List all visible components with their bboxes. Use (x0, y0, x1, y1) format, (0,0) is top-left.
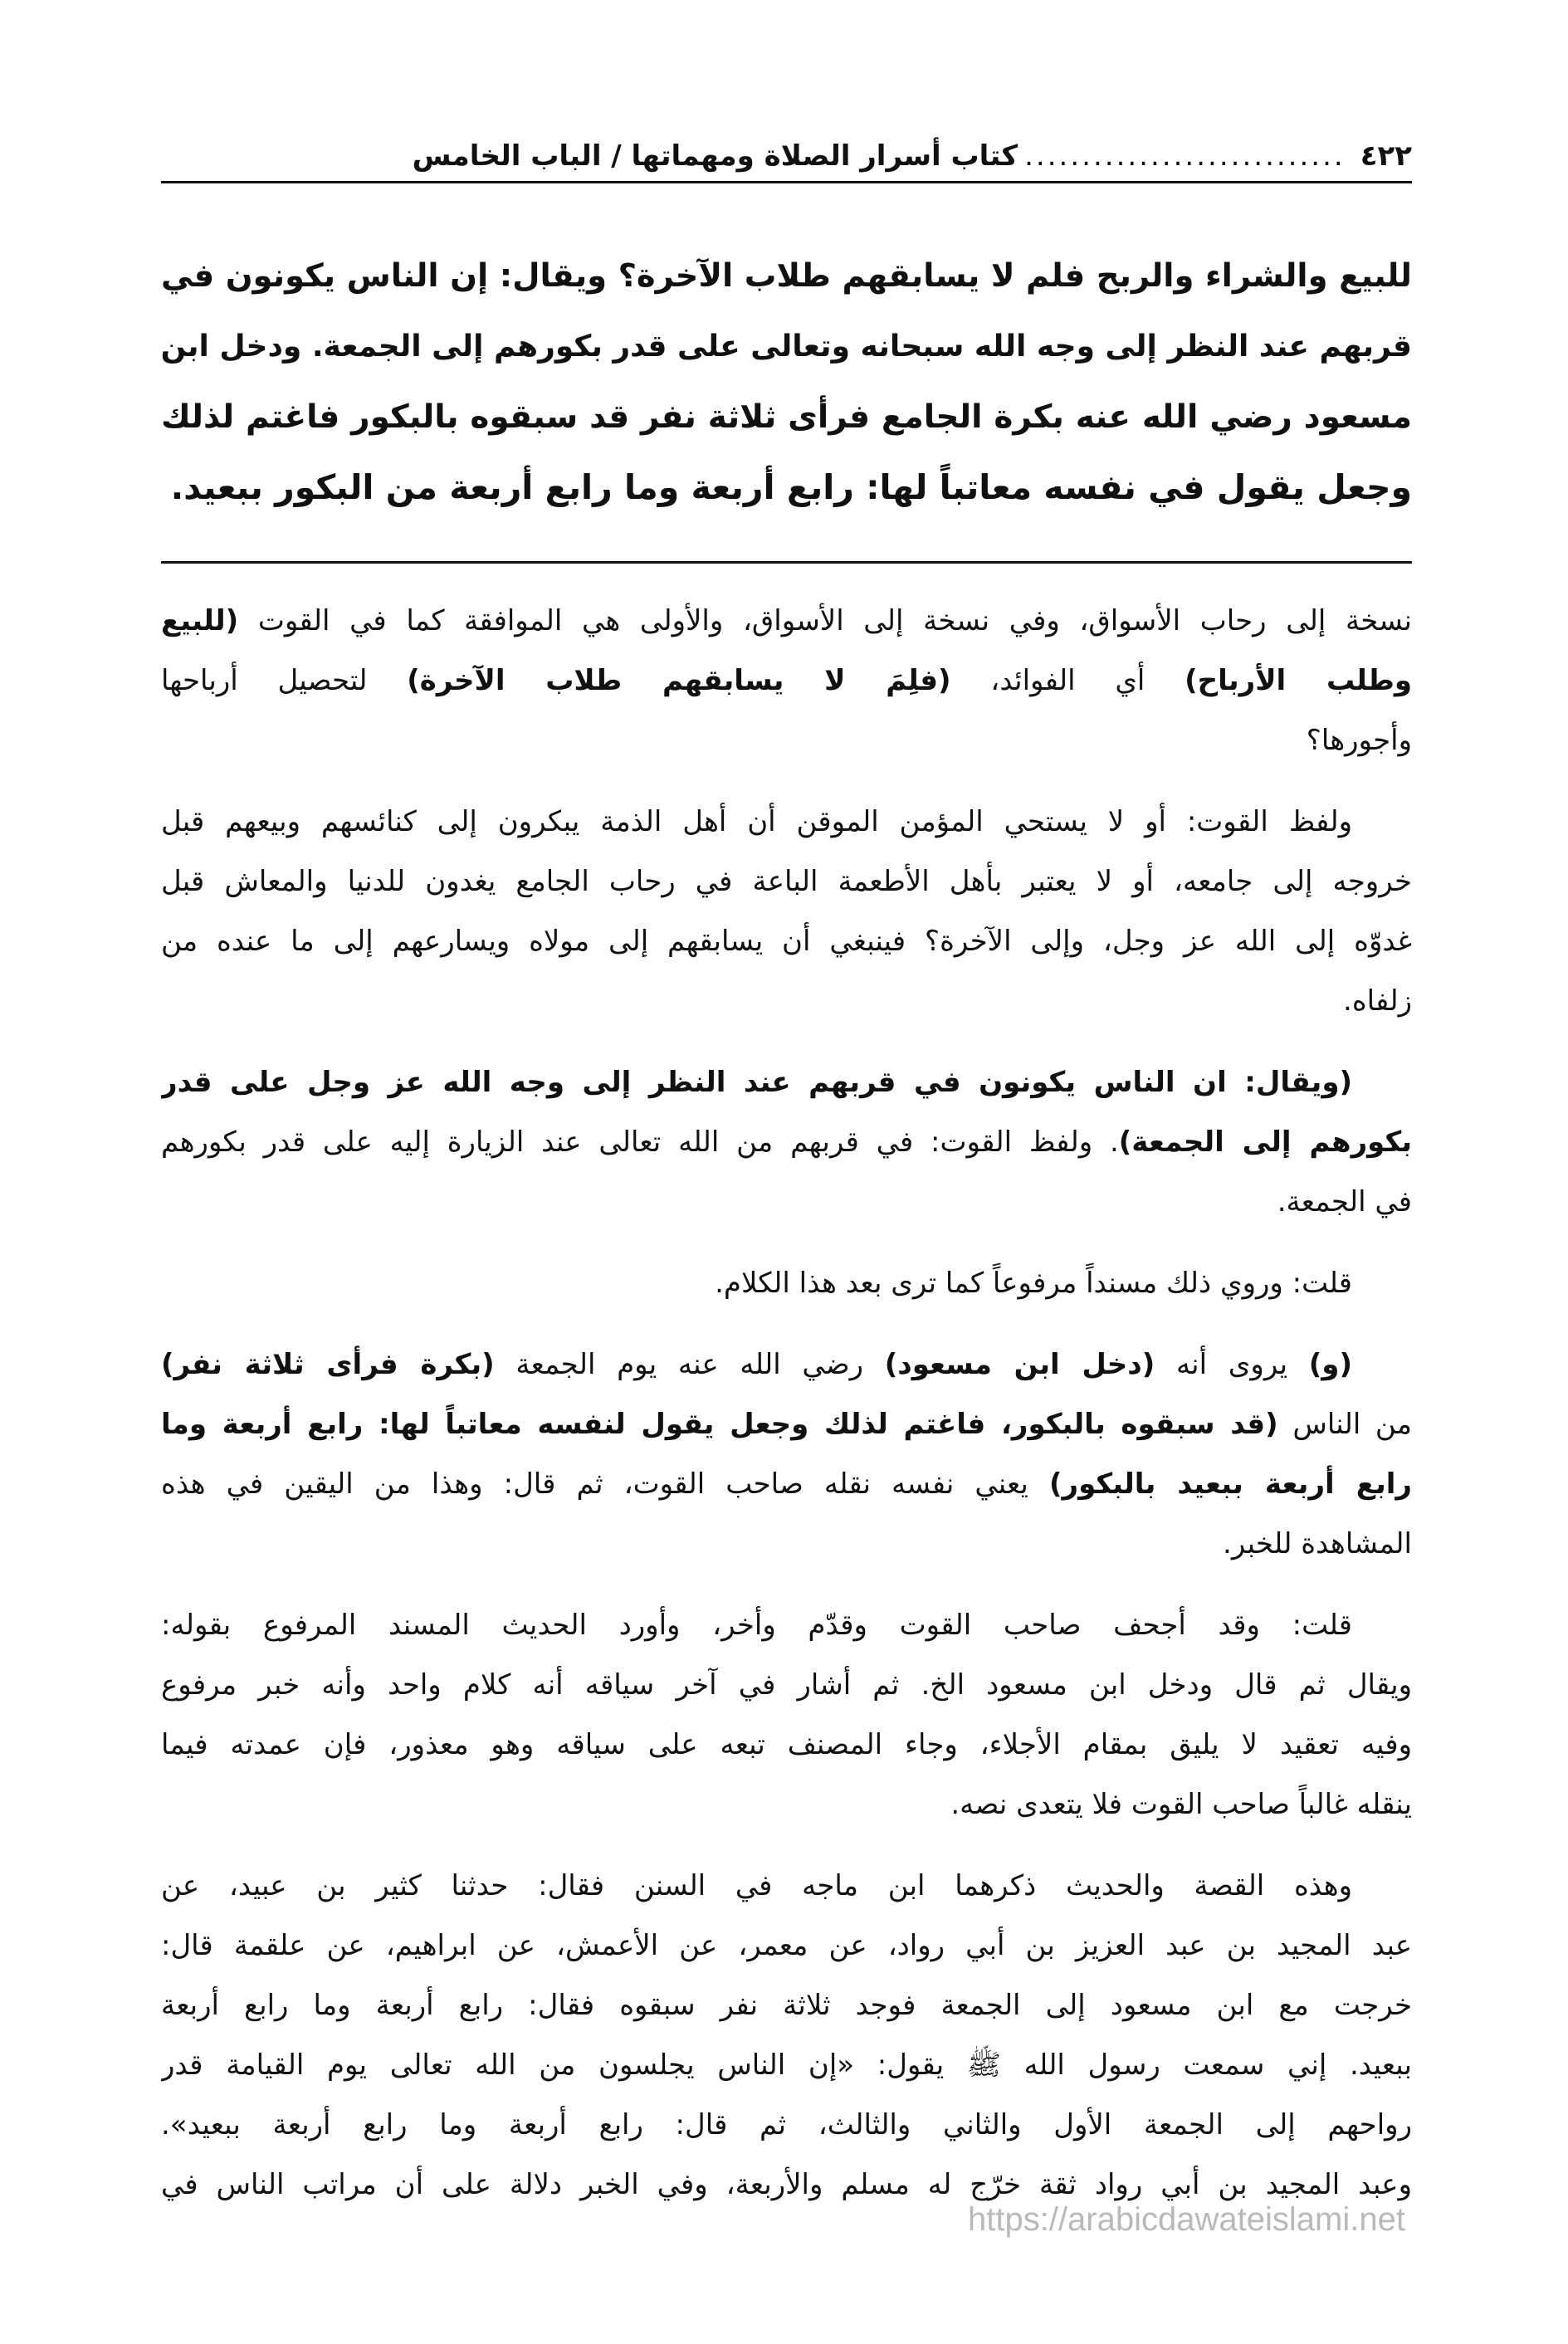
commentary-paragraph (161, 591, 1412, 770)
footnote-divider (161, 561, 1412, 564)
commentary-text-segment: وفيه تعقيد لا يليق بمقام الأجلاء، وجاء المصنف تبعه على سياقه وهو معذور، فإن عمدته فيما (161, 1728, 1412, 1761)
commentary-line (161, 1112, 1412, 1172)
commentary-paragraph (161, 1856, 1412, 2215)
commentary-text-segment: وعبد المجيد بن أبي رواد ثقة خرّج له مسلم والأربعة، وفي الخبر دلالة على أن مراتب الناس في (161, 2168, 1412, 2201)
commentary-text-segment: وهذه القصة والحديث ذكرهما ابن ماجه في السنن فقال: حدثنا كثير بن عبيد، عن (161, 1869, 1352, 1902)
commentary-text-segment: خروجه إلى جامعه، أو لا يعتبر بأهل الأطعمة الباعة في رحاب الجامع يغدون للدنيا والمعاش قبل (161, 865, 1412, 898)
commentary-line (161, 1253, 1412, 1313)
commentary-text-segment: رواحهم إلى الجمعة الأول والثاني والثالث، ثم قال: رابع أربعة وما رابع أربعة ببعيد». (161, 2108, 1412, 2141)
commentary-line (161, 1514, 1412, 1574)
commentary-paragraph (161, 1052, 1412, 1232)
commentary-line (161, 651, 1412, 711)
leader-dots: ............................ (1024, 139, 1346, 173)
quoted-text-bold: (و) (1308, 1348, 1352, 1381)
quoted-text-bold: (دخل ابن مسعود) (884, 1348, 1155, 1381)
commentary-line (161, 1595, 1412, 1655)
commentary-text-segment: من الناس (1277, 1408, 1412, 1441)
main-text-line: قربهم عند النظر إلى وجه الله سبحانه وتعالى على قدر بكورهم إلى الجمعة. ودخل ابن (161, 330, 1412, 364)
commentary-text-segment: زلفاه. (1343, 984, 1412, 1018)
commentary-line (161, 911, 1412, 971)
quoted-text-bold: (ويقال: ان الناس يكونون في قربهم عند النظر إلى وجه الله عز وجل على قدر (161, 1066, 1352, 1099)
commentary-line (161, 971, 1412, 1031)
commentary-line (161, 1715, 1412, 1775)
commentary-line (161, 1394, 1412, 1454)
commentary-text-segment: يروى أنه (1155, 1348, 1309, 1381)
commentary-text-segment: غدوّه إلى الله عز وجل، وإلى الآخرة؟ فينبغي أن يسابقهم إلى مولاه ويسارعهم إلى ما عنده من (161, 925, 1412, 958)
quoted-text-bold: (قد سبقوه بالبكور، فاغتم لذلك وجعل يقول لنفسه معاتباً لها: رابع أربعة وما (161, 1408, 1278, 1441)
commentary-text-segment: . ولفظ القوت: في قربهم من الله تعالى عند الزيارة إليه على قدر بكورهم (161, 1126, 1119, 1159)
quoted-text-bold: وطلب الأرباح) (1185, 664, 1412, 697)
commentary-line (161, 1052, 1412, 1112)
commentary-line (161, 1454, 1412, 1514)
commentary-paragraph (161, 1253, 1412, 1313)
commentary-text-segment: لتحصيل أرباحها (161, 664, 408, 697)
commentary-paragraph (161, 1335, 1412, 1574)
commentary-line (161, 1172, 1412, 1232)
commentary-text-segment: في الجمعة. (1277, 1185, 1412, 1218)
commentary-line (161, 1655, 1412, 1715)
commentary-text-segment: رضي الله عنه يوم الجمعة (494, 1348, 885, 1381)
commentary-text-segment: المشاهدة للخبر. (1223, 1527, 1412, 1560)
commentary-text-segment: خرجت مع ابن مسعود إلى الجمعة فوجد ثلاثة نفر سبقوه فقال: رابع أربعة وما رابع أربعة (161, 1989, 1412, 2022)
main-text-line: مسعود رضي الله عنه بكرة الجامع فرأى ثلاثة نفر قد سبقوه بالبكور فاغتم لذلك (161, 398, 1412, 436)
quoted-text-bold: (بكرة فرأى ثلاثة نفر) (161, 1348, 495, 1381)
commentary-line (161, 591, 1412, 651)
quoted-text-bold: بكورهم إلى الجمعة) (1118, 1126, 1412, 1159)
commentary-text-segment: قلت: وقد أجحف صاحب القوت وقدّم وأخر، وأورد الحديث المسند المرفوع بقوله: (161, 1609, 1352, 1642)
commentary-text-segment: وأجورها؟ (1306, 724, 1412, 757)
page-number: ٤٢٢ (1360, 139, 1412, 173)
commentary-line (161, 1335, 1412, 1394)
header-title: كتاب أسرار الصلاة ومهماتها / الباب الخامس (412, 139, 1018, 173)
commentary-text-segment: عبد المجيد بن عبد العزيز بن أبي رواد، عن معمر، عن الأعمش، عن ابراهيم، عن علقمة قال: (161, 1929, 1412, 1962)
commentary-text-segment: ببعيد. إني سمعت رسول الله ﷺ يقول: «إن الناس يجلسون من الله تعالى يوم القيامة قدر (161, 2049, 1412, 2082)
commentary-line (161, 1975, 1412, 2035)
main-text-line: وجعل يقول في نفسه معاتباً لها: رابع أربعة وما رابع أربعة من البكور ببعيد. (170, 467, 1412, 507)
commentary-text-segment: نسخة إلى رحاب الأسواق، وفي نسخة إلى الأسواق، والأولى هي الموافقة كما في القوت (238, 604, 1412, 637)
watermark-url: https://arabicdawateislami.net (968, 2201, 1405, 2238)
commentary-line (161, 1856, 1412, 1916)
commentary-paragraph (161, 792, 1412, 1031)
commentary-line (161, 852, 1412, 911)
commentary-text-segment: يعني نفسه نقله صاحب القوت، ثم قال: وهذا من اليقين في هذه (161, 1467, 1049, 1501)
commentary-text-segment: أي الفوائد، (950, 664, 1185, 697)
running-header (161, 131, 1412, 183)
commentary-paragraph (161, 1595, 1412, 1834)
quoted-text-bold: (فلِمَ لا يسابقهم طلاب الآخرة) (407, 664, 951, 697)
commentary-text-segment: قلت: وروي ذلك مسنداً مرفوعاً كما ترى بعد هذا الكلام. (715, 1267, 1352, 1300)
commentary-text-segment: ويقال ثم قال ودخل ابن مسعود الخ. ثم أشار في آخر سياقه أنه كلام واحد وأنه خبر مرفوع (161, 1668, 1412, 1702)
commentary-line (161, 2035, 1412, 2095)
commentary-line (161, 711, 1412, 770)
quoted-text-bold: رابع أربعة ببعيد بالبكور) (1048, 1467, 1412, 1501)
commentary-line (161, 1916, 1412, 1975)
commentary-text (161, 591, 1412, 2236)
commentary-line (161, 1775, 1412, 1834)
commentary-line (161, 2095, 1412, 2155)
commentary-text-segment: ولفظ القوت: أو لا يستحي المؤمن الموقن أن أهل الذمة يبكرون إلى كنائسهم وبيعهم قبل (161, 805, 1352, 838)
commentary-line (161, 792, 1412, 852)
quoted-text-bold: (للبيع (161, 604, 239, 637)
main-text-line: للبيع والشراء والربح فلم لا يسابقهم طلاب الآخرة؟ ويقال: إن الناس يكونون في (161, 257, 1412, 295)
main-text (161, 241, 1412, 523)
commentary-text-segment: ينقله غالباً صاحب القوت فلا يتعدى نصه. (950, 1788, 1412, 1821)
